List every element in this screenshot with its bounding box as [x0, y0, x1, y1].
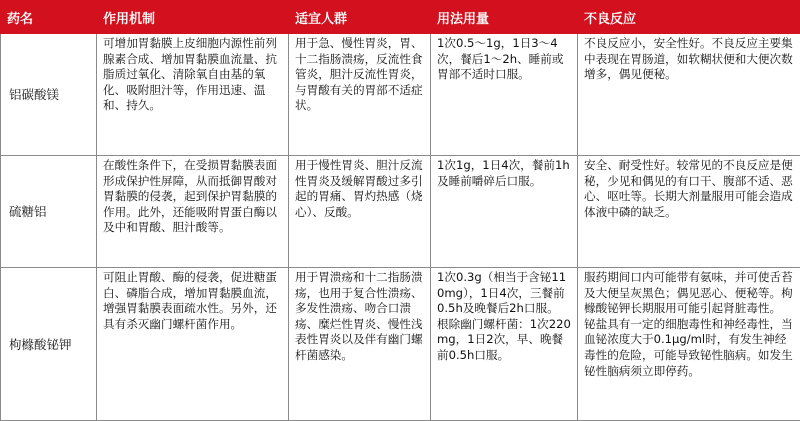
- adverse-common-text: 服药期间口内可能带有氨味，并可使舌苔及大便呈灰黑色；偶见恶心、便秘等。枸橼酸铋钾长期服用可能引起肾脏毒性。: [584, 270, 796, 317]
- adverse-neurotoxicity-text: 铋盐具有一定的细胞毒性和神经毒性，当血铋浓度大于0.1μg/ml时，有发生神经毒性的危险，可能导致铋性脑病。如发生铋性脑病须立即停药。: [584, 317, 796, 379]
- population-cell: 用于胃溃疡和十二指肠溃疡，也用于复合性溃疡、多发性溃疡、吻合口溃疡、糜烂性胃炎、慢性浅表性胃炎以及伴有幽门螺杆菌感染。: [289, 268, 431, 421]
- adverse-cell: 不良反应小，安全性好。不良反应主要集中表现在胃肠道，如软糊状便和大便次数增多，偶见便秘。: [578, 34, 800, 156]
- adverse-cell: [578, 268, 800, 421]
- adverse-cell: 安全、耐受性好。较常见的不良反应是便秘，少见和偶见的有口干、腹部不适、恶心、呕吐等。长期大剂量服用可能会造成体液中磷的缺乏。: [578, 156, 800, 268]
- table-row: [1, 268, 800, 421]
- header-mechanism: 作用机制: [97, 1, 289, 34]
- mechanism-cell: 在酸性条件下，在受损胃黏膜表面形成保护性屏障，从而抵御胃酸对胃黏膜的侵袭，起到保护胃黏膜的作用。此外，还能吸附胃蛋白酶以及中和胃酸、胆汁酸等。: [97, 156, 289, 268]
- header-drug-name: 药名: [1, 1, 97, 34]
- table-row: [1, 156, 800, 268]
- dosage-cell: 1次1g，1日4次，餐前1h及睡前嚼碎后口服。: [431, 156, 578, 268]
- dosage-standard-text: 1次0.3g（相当于含铋110mg），1日4次，三餐前0.5h及晚餐后2h口服。: [437, 270, 573, 317]
- dosage-cell: [431, 268, 578, 421]
- drug-name-cell: 枸橼酸铋钾: [1, 268, 97, 421]
- table-header-row: [1, 1, 800, 34]
- population-cell: 用于慢性胃炎、胆汁反流性胃炎及缓解胃酸过多引起的胃痛、胃灼热感（烧心）、反酸。: [289, 156, 431, 268]
- header-adverse: 不良反应: [578, 1, 800, 34]
- dosage-cell: 1次0.5～1g，1日3～4次，餐后1～2h、睡前或胃部不适时口服。: [431, 34, 578, 156]
- header-population: 适宜人群: [289, 1, 431, 34]
- drug-name-cell: 铝碳酸镁: [1, 34, 97, 156]
- table-row: [1, 34, 800, 156]
- mechanism-cell: 可增加胃黏膜上皮细胞内源性前列腺素合成、增加胃黏膜血流量、抗脂质过氧化、清除氧自由基的氧化、吸附胆汁等，作用迅速、温和、持久。: [97, 34, 289, 156]
- dosage-hp-eradication-text: 根除幽门螺杆菌：1次220 mg，1日2次，早、晚餐前0.5h口服。: [437, 317, 573, 364]
- drug-name-cell: 硫糖铝: [1, 156, 97, 268]
- header-dosage: 用法用量: [431, 1, 578, 34]
- population-cell: 用于急、慢性胃炎，胃、十二指肠溃疡，反流性食管炎，胆汁反流性胃炎，与胃酸有关的胃部不适症状。: [289, 34, 431, 156]
- mechanism-cell: 可阻止胃酸、酶的侵袭，促进糖蛋白、磷脂合成，增加胃黏膜血流，增强胃黏膜表面疏水性。另外，还具有杀灭幽门螺杆菌作用。: [97, 268, 289, 421]
